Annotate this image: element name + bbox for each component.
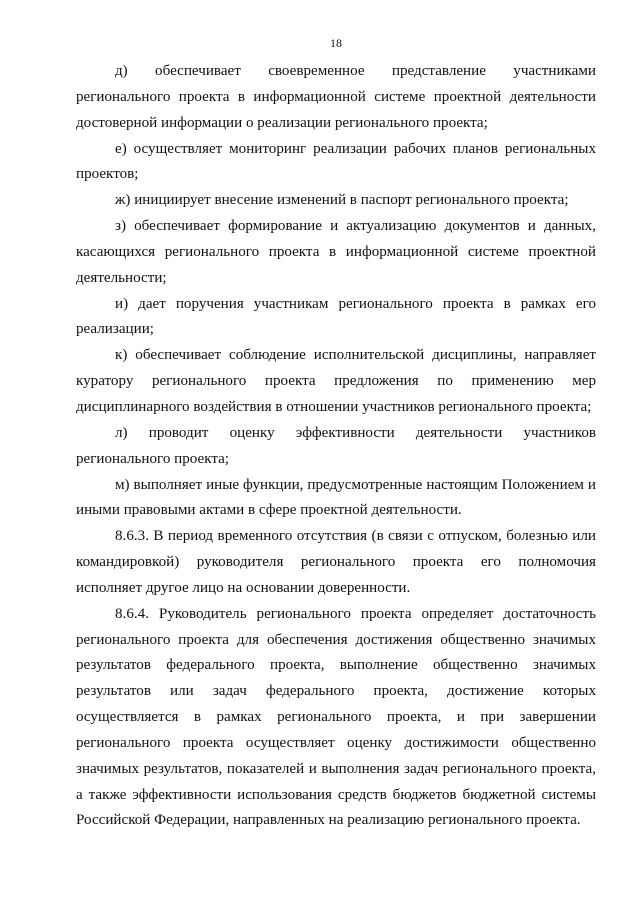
paragraph-zh: ж) инициирует внесение изменений в паспорт регионального проекта; — [115, 192, 569, 209]
paragraph-z: з) обеспечивает формирование и актуализацию документов и данных, касающихся регионального проекта в информационной системе проектной деятельности; — [76, 218, 596, 286]
paragraph-d: д) обеспечивает своевременное представление участниками регионального проекта в информационной системе проектной деятельности достоверной информации о реализации регионального проекта; — [76, 63, 596, 131]
paragraph-e: е) осуществляет мониторинг реализации рабочих планов региональных проектов; — [76, 140, 596, 183]
paragraph-l: л) проводит оценку эффективности деятельности участников регионального проекта; — [76, 424, 596, 467]
document-body — [76, 59, 596, 834]
paragraph-8-6-3: 8.6.3. В период временного отсутствия (в связи с отпуском, болезнью или командировкой) руководителя регионального проекта его полномочия исполняет другое лицо на основании доверенности. — [76, 528, 596, 596]
paragraph-i: и) дает поручения участникам регионального проекта в рамках его реализации; — [76, 295, 596, 338]
paragraph-k: к) обеспечивает соблюдение исполнительской дисциплины, направляет куратору регионального проекта предложения по применению мер дисциплинарного воздействия в отношении участников регионального проекта; — [76, 347, 596, 415]
page-number: 18 — [330, 36, 342, 50]
paragraph-m: м) выполняет иные функции, предусмотренные настоящим Положением и иными правовыми актами в сфере проектной деятельности. — [76, 476, 596, 519]
paragraph-8-6-4: 8.6.4. Руководитель регионального проекта определяет достаточность регионального проекта для обеспечения достижения общественно значимых результатов федерального проекта, выполнение общественно значимых результатов или задач федерального проекта, достижение которых осуществляется в рамках регионального проекта, и при завершении регионального проекта осуществляет оценку достижимости общественно значимых результатов, показателей и выполнения задач регионального проекта, а также эффективности использования средств бюджетов бюджетной системы Российской Федерации, направленных на реализацию регионального проекта. — [76, 605, 596, 829]
